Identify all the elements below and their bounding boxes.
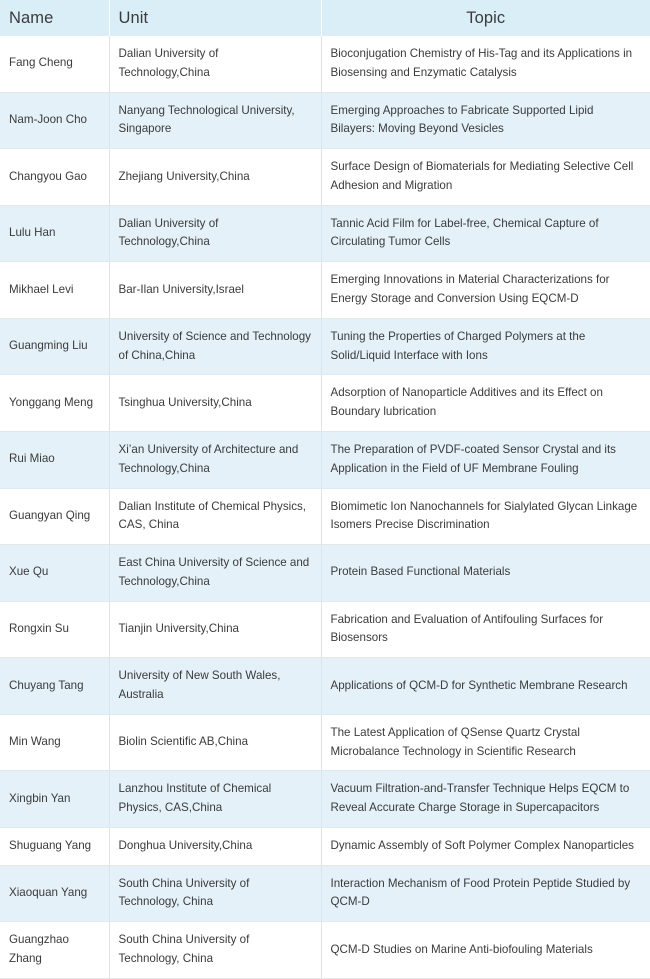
cell-name: Chuyang Tang bbox=[0, 658, 109, 715]
cell-unit: Dalian University of Technology,China bbox=[109, 205, 321, 262]
cell-topic: The Preparation of PVDF-coated Sensor Crystal and its Application in the Field of UF Membrane Fouling bbox=[321, 431, 650, 488]
table-row bbox=[0, 827, 650, 865]
cell-topic: Interaction Mechanism of Food Protein Peptide Studied by QCM-D bbox=[321, 865, 650, 922]
table-row bbox=[0, 658, 650, 715]
table-row bbox=[0, 36, 650, 92]
column-header-unit: Unit bbox=[109, 0, 321, 36]
cell-topic: Tuning the Properties of Charged Polymers at the Solid/Liquid Interface with Ions bbox=[321, 318, 650, 375]
table-header-row bbox=[0, 0, 650, 36]
cell-name: Changyou Gao bbox=[0, 149, 109, 206]
table-body bbox=[0, 36, 650, 978]
cell-topic: The Latest Application of QSense Quartz Crystal Microbalance Technology in Scientific Research bbox=[321, 714, 650, 771]
cell-name: Lulu Han bbox=[0, 205, 109, 262]
cell-name: Min Wang bbox=[0, 714, 109, 771]
table-row bbox=[0, 545, 650, 602]
cell-topic: Surface Design of Biomaterials for Mediating Selective Cell Adhesion and Migration bbox=[321, 149, 650, 206]
cell-unit: Lanzhou Institute of Chemical Physics, CAS,China bbox=[109, 771, 321, 828]
cell-topic: Biomimetic Ion Nanochannels for Sialylated Glycan Linkage Isomers Precise Discrimination bbox=[321, 488, 650, 545]
cell-topic: Dynamic Assembly of Soft Polymer Complex Nanoparticles bbox=[321, 827, 650, 865]
cell-unit: South China University of Technology, China bbox=[109, 922, 321, 979]
cell-name: Nam-Joon Cho bbox=[0, 92, 109, 149]
cell-name: Guangyan Qing bbox=[0, 488, 109, 545]
table-row bbox=[0, 922, 650, 979]
table-row bbox=[0, 488, 650, 545]
cell-topic: Bioconjugation Chemistry of His-Tag and its Applications in Biosensing and Enzymatic Catalysis bbox=[321, 36, 650, 92]
table-row bbox=[0, 601, 650, 658]
table-row bbox=[0, 92, 650, 149]
table-row bbox=[0, 149, 650, 206]
table-row bbox=[0, 262, 650, 319]
cell-topic: Fabrication and Evaluation of Antifouling Surfaces for Biosensors bbox=[321, 601, 650, 658]
cell-topic: Emerging Innovations in Material Characterizations for Energy Storage and Conversion Using EQCM-D bbox=[321, 262, 650, 319]
cell-unit: Nanyang Technological University, Singapore bbox=[109, 92, 321, 149]
cell-topic: Vacuum Filtration-and-Transfer Technique Helps EQCM to Reveal Accurate Charge Storage in Supercapacitors bbox=[321, 771, 650, 828]
cell-name: Rui Miao bbox=[0, 431, 109, 488]
cell-name: Xingbin Yan bbox=[0, 771, 109, 828]
cell-topic: Protein Based Functional Materials bbox=[321, 545, 650, 602]
cell-name: Yonggang Meng bbox=[0, 375, 109, 432]
cell-name: Xiaoquan Yang bbox=[0, 865, 109, 922]
cell-unit: University of New South Wales, Australia bbox=[109, 658, 321, 715]
cell-unit: Dalian University of Technology,China bbox=[109, 36, 321, 92]
cell-unit: South China University of Technology, China bbox=[109, 865, 321, 922]
cell-name: Xue Qu bbox=[0, 545, 109, 602]
cell-name: Guangzhao Zhang bbox=[0, 922, 109, 979]
cell-unit: Tsinghua University,China bbox=[109, 375, 321, 432]
cell-unit: University of Science and Technology of China,China bbox=[109, 318, 321, 375]
cell-unit: Donghua University,China bbox=[109, 827, 321, 865]
cell-topic: Tannic Acid Film for Label-free, Chemical Capture of Circulating Tumor Cells bbox=[321, 205, 650, 262]
cell-topic: Applications of QCM-D for Synthetic Membrane Research bbox=[321, 658, 650, 715]
cell-topic: QCM-D Studies on Marine Anti-biofouling Materials bbox=[321, 922, 650, 979]
cell-unit: Tianjin University,China bbox=[109, 601, 321, 658]
column-header-topic: Topic bbox=[321, 0, 650, 36]
cell-unit: East China University of Science and Technology,China bbox=[109, 545, 321, 602]
cell-unit: Bar-Ilan University,Israel bbox=[109, 262, 321, 319]
table-row bbox=[0, 714, 650, 771]
table-row bbox=[0, 375, 650, 432]
column-header-name: Name bbox=[0, 0, 109, 36]
cell-name: Shuguang Yang bbox=[0, 827, 109, 865]
table-row bbox=[0, 318, 650, 375]
cell-topic: Adsorption of Nanoparticle Additives and its Effect on Boundary lubrication bbox=[321, 375, 650, 432]
cell-unit: Biolin Scientific AB,China bbox=[109, 714, 321, 771]
cell-name: Fang Cheng bbox=[0, 36, 109, 92]
table-row bbox=[0, 771, 650, 828]
table-row bbox=[0, 865, 650, 922]
cell-name: Rongxin Su bbox=[0, 601, 109, 658]
cell-unit: Xi’an University of Architecture and Technology,China bbox=[109, 431, 321, 488]
table-row bbox=[0, 431, 650, 488]
cell-topic: Emerging Approaches to Fabricate Supported Lipid Bilayers: Moving Beyond Vesicles bbox=[321, 92, 650, 149]
table-header bbox=[0, 0, 650, 36]
cell-unit: Zhejiang University,China bbox=[109, 149, 321, 206]
cell-unit: Dalian Institute of Chemical Physics, CAS, China bbox=[109, 488, 321, 545]
cell-name: Guangming Liu bbox=[0, 318, 109, 375]
table-row bbox=[0, 205, 650, 262]
cell-name: Mikhael Levi bbox=[0, 262, 109, 319]
